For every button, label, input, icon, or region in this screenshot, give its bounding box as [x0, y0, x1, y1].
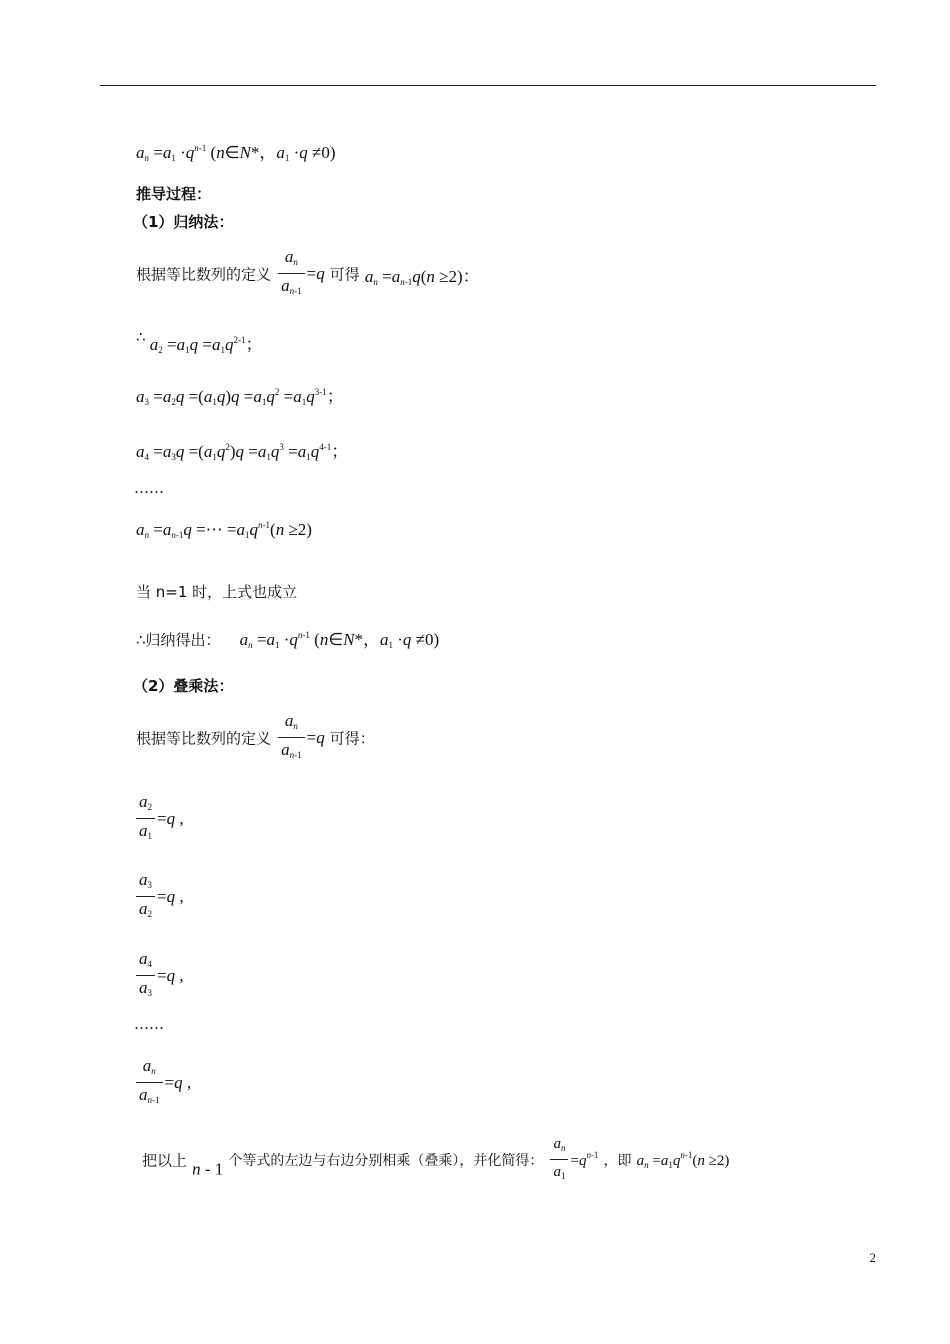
final-fraction: $\frac{a_n}{a_1}$: [550, 1135, 568, 1185]
therefore-symbol: ∴: [136, 328, 146, 346]
ellipsis-2: ……: [134, 1015, 164, 1033]
eq-an-chain: $a_n =a_{n-1}q$ =⋯ $=a_1q^{n-1}(n \ge 2)$: [136, 520, 312, 540]
n-minus-1: n - 1: [192, 1159, 224, 1179]
final-prefix: 把以上: [142, 1151, 188, 1170]
ratio-eq-q: =q: [306, 264, 325, 283]
method2-intro-text: 根据等比数列的定义: [136, 729, 272, 748]
heading-derivation: 推导过程：: [136, 185, 212, 203]
method2-intro-kede: 可得：: [329, 729, 375, 748]
final-line: 把以上 n - 1 个等式的左边与右边分别相乘（叠乘），并化简得： $\frac{a_n}{a_1}$ $=q^{n-1}$ ，即 $a_n =a_1q^{n-1}(n \ge 2)$: [142, 1135, 729, 1185]
ratio-fraction-2: $\frac{a_n}{a_{n-1}}$: [278, 712, 305, 764]
eq-an-over-an1: $\frac{a_n}{a_{n-1}}$ =q ,: [134, 1057, 191, 1109]
recurrence-formula: $a_n =a_{n-1}q(n \ge 2)$：: [364, 266, 480, 287]
header-rule: [100, 85, 876, 86]
eq-a2-over-a1: $\frac{a_2}{a_1}$ =q ,: [134, 793, 184, 845]
heading-method-multiplication: （2）叠乘法：: [133, 677, 234, 695]
eq-a4: $a_4 =a_3q =(a_1q^2)q =a_1q^3 =a_1q^{4-1}$；: [136, 442, 349, 462]
formula-general-term: $a_n =a_1 \cdot q^{n-1}$ (n∈N*，$a_1 \cdot q \ne 0$): [136, 143, 336, 163]
eq-a3: $a_3 =a_2q =(a_1q)q =a_1q^2 =a_1q^{3-1}$；: [136, 387, 344, 407]
final-ji: ，即: [603, 1153, 632, 1169]
method2-intro-line: 根据等比数列的定义 $\frac{a_n}{a_{n-1}}$ =q 可得：: [136, 712, 375, 764]
method1-intro-kede: 可得: [329, 265, 360, 284]
final-formula: $a_n =a_1q^{n-1}(n \ge 2)$: [636, 1150, 730, 1170]
method1-conclusion-line: [136, 625, 439, 650]
eq-a4-over-a3: $\frac{a_4}{a_3}$ =q ,: [134, 950, 184, 1002]
page-number: 2: [869, 1250, 876, 1265]
method1-intro-line: [136, 248, 480, 300]
eq-a2: ∴ $a_2 =a_1q =a_1q^{2-1}$；: [136, 328, 263, 355]
method1-conclusion-formula: $a_n =a_1 \cdot q^{n-1}$ (n∈N*，$a_1 \cdot q \ne 0$): [239, 630, 440, 650]
eq-a3-over-a2: $\frac{a_3}{a_2}$ =q ,: [134, 871, 184, 923]
ellipsis-1: ……: [134, 479, 164, 497]
method1-conclusion-text: ∴归纳得出：: [136, 631, 221, 649]
method1-intro-text: 根据等比数列的定义: [136, 265, 272, 284]
heading-method-induction: （1）归纳法：: [133, 213, 234, 231]
final-mid: 个等式的左边与右边分别相乘（叠乘），并化简得：: [228, 1153, 544, 1169]
ratio-fraction: $\frac{a_n}{a_{n-1}}$: [278, 248, 305, 300]
n1-note: 当 n=1 时，上式也成立: [136, 583, 298, 601]
